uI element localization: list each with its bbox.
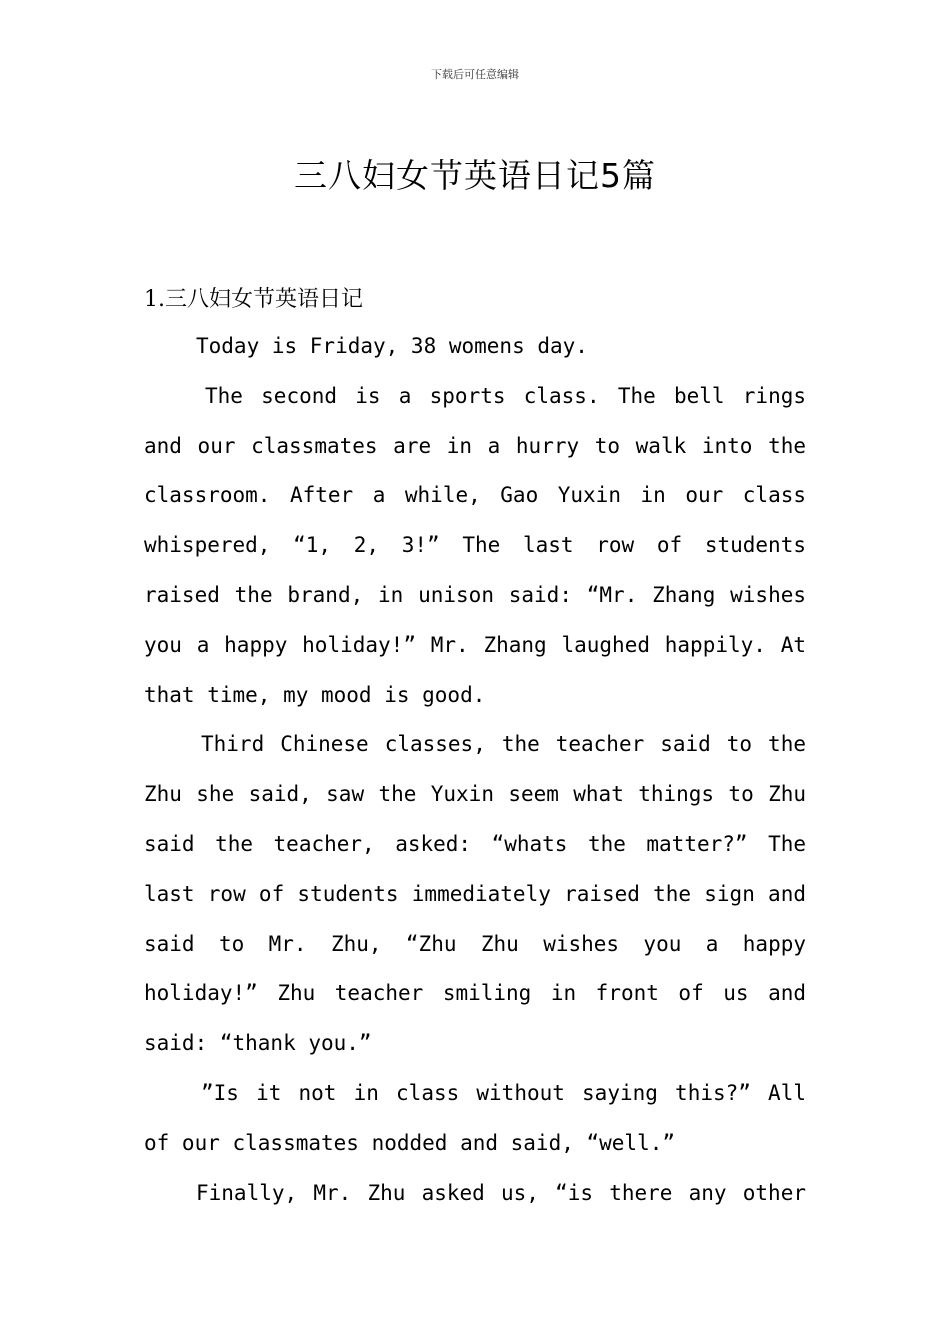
paragraph-4: ”Is it not in class without saying this?” All of our classmates nodded and said, “well.” xyxy=(144,1080,806,1155)
paragraph-5: Finally, Mr. Zhu asked us, “is there any other xyxy=(196,1180,806,1205)
header-note: 下载后可任意编辑 xyxy=(431,68,519,81)
section-heading: 1.三八妇女节英语日记 xyxy=(144,287,363,312)
paragraph-2: The second is a sports class. The bell rings and our classmates are in a hurry to walk into the classroom. After a while, Gao Yuxin in our class whispered, “1, 2, 3!” The last row of students raised the brand, in unison said: “Mr. Zhang wishes you a happy holiday!” Mr. Zhang laughed happily. At that time, my mood is good. xyxy=(144,383,806,707)
paragraph-1: Today is Friday, 38 womens day. xyxy=(196,334,588,358)
document-body xyxy=(144,278,806,1218)
paragraph-3: Third Chinese classes, the teacher said to the Zhu she said, saw the Yuxin seem what things to Zhu said the teacher, asked: “whats the matter?” The last row of students immediately raised the sign and said to Mr. Zhu, “Zhu Zhu wishes you a happy holiday!” Zhu teacher smiling in front of us and said: “thank you.” xyxy=(144,732,806,1056)
document-title: 三八妇女节英语日记5篇 xyxy=(294,156,656,196)
